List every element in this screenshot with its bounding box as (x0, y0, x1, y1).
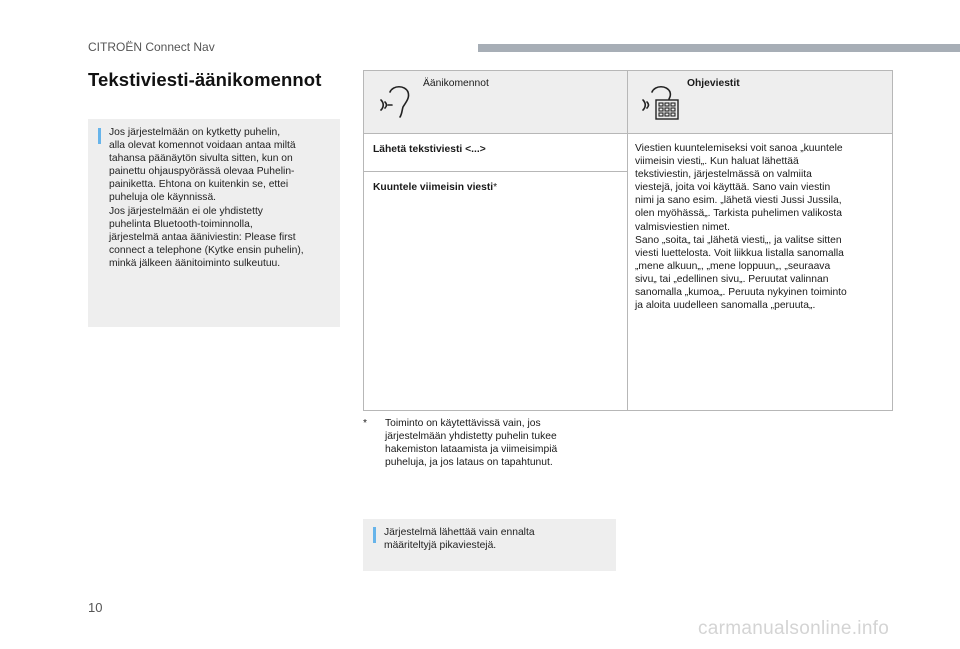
table-header-commands-label: Äänikomennot (423, 78, 489, 89)
info-note-text: Järjestelmä lähettää vain ennalta määriteltyjä pikaviestejä. (384, 527, 535, 552)
command-listen-latest (364, 172, 628, 411)
voice-command-icon (376, 83, 412, 123)
voice-command-keypad-icon (640, 83, 680, 125)
info-note-text: Jos järjestelmään on kytketty puhelin, alla olevat komennot voidaan antaa miltä tahansa päänäytön sivulta sitten, kun on painettu ohjauspyörässä olevaa Puhelin- painiketta. Ehtona on kuitenkin se, ettei puheluja ole käynnissä. Jos järjestelmään ei ole yhdistetty puhelinta Bluetooth-toiminnolla, järjestelmä antaa ääniviestin: Please first connect a telephone (Kytke ensin puhelin), minkä jälkeen äänitoiminto sulkeutuu. (109, 127, 304, 269)
page-number: 10 (88, 600, 103, 615)
table-header-help-label: Ohjeviestit (687, 78, 740, 89)
command-listen-latest-label: Kuuntele viimeisin viesti (373, 182, 494, 193)
voice-commands-table (363, 70, 893, 411)
footnote-star: * (363, 418, 368, 429)
manual-header-title: CITROËN Connect Nav (88, 40, 215, 54)
help-text-cell: Viestien kuuntelemiseksi voit sanoa „kuuntele viimeisin viesti„. Kun haluat lähettää tekstiviestin, järjestelmässä on valmiita viestejä, joita voi käyttää. Sano vain viestin nimi ja sano esim. „lähetä viesti Jussi Jussila, olen myöhässä„. Tarkista puhelimen valikosta valmisviestien nimet. Sano „soita„ tai „lähetä viesti„, ja valitse sitten viesti luettelosta. Voit liikkua listalla sanomalla „mene alkuun„, „mene loppuun„, „seuraava sivu„ tai „edellinen sivu„. Peruutat valinnan sanomalla „kumoa„. Peruuta nykyinen toiminto ja aloita uudelleen sanomalla „peruuta„. (628, 134, 893, 411)
footnote-text: Toiminto on käytettävissä vain, jos järjestelmään yhdistetty puhelin tukee hakemiston lataamista ja viimeisimpiä puheluja, ja jos lataus on tapahtunut. (385, 418, 558, 469)
watermark: carmanualsonline.info (698, 618, 890, 639)
info-icon (98, 128, 101, 144)
info-note-phone (88, 119, 340, 327)
info-note-sms (363, 519, 616, 571)
command-send-sms: Lähetä tekstiviesti <...> (364, 134, 628, 172)
footnote-marker: * (493, 182, 498, 193)
info-icon (373, 527, 376, 543)
table-header-commands (364, 71, 628, 134)
table-header-help (628, 71, 893, 134)
header-rule (478, 44, 960, 52)
section-title: Tekstiviesti-äänikomennot (88, 69, 322, 90)
